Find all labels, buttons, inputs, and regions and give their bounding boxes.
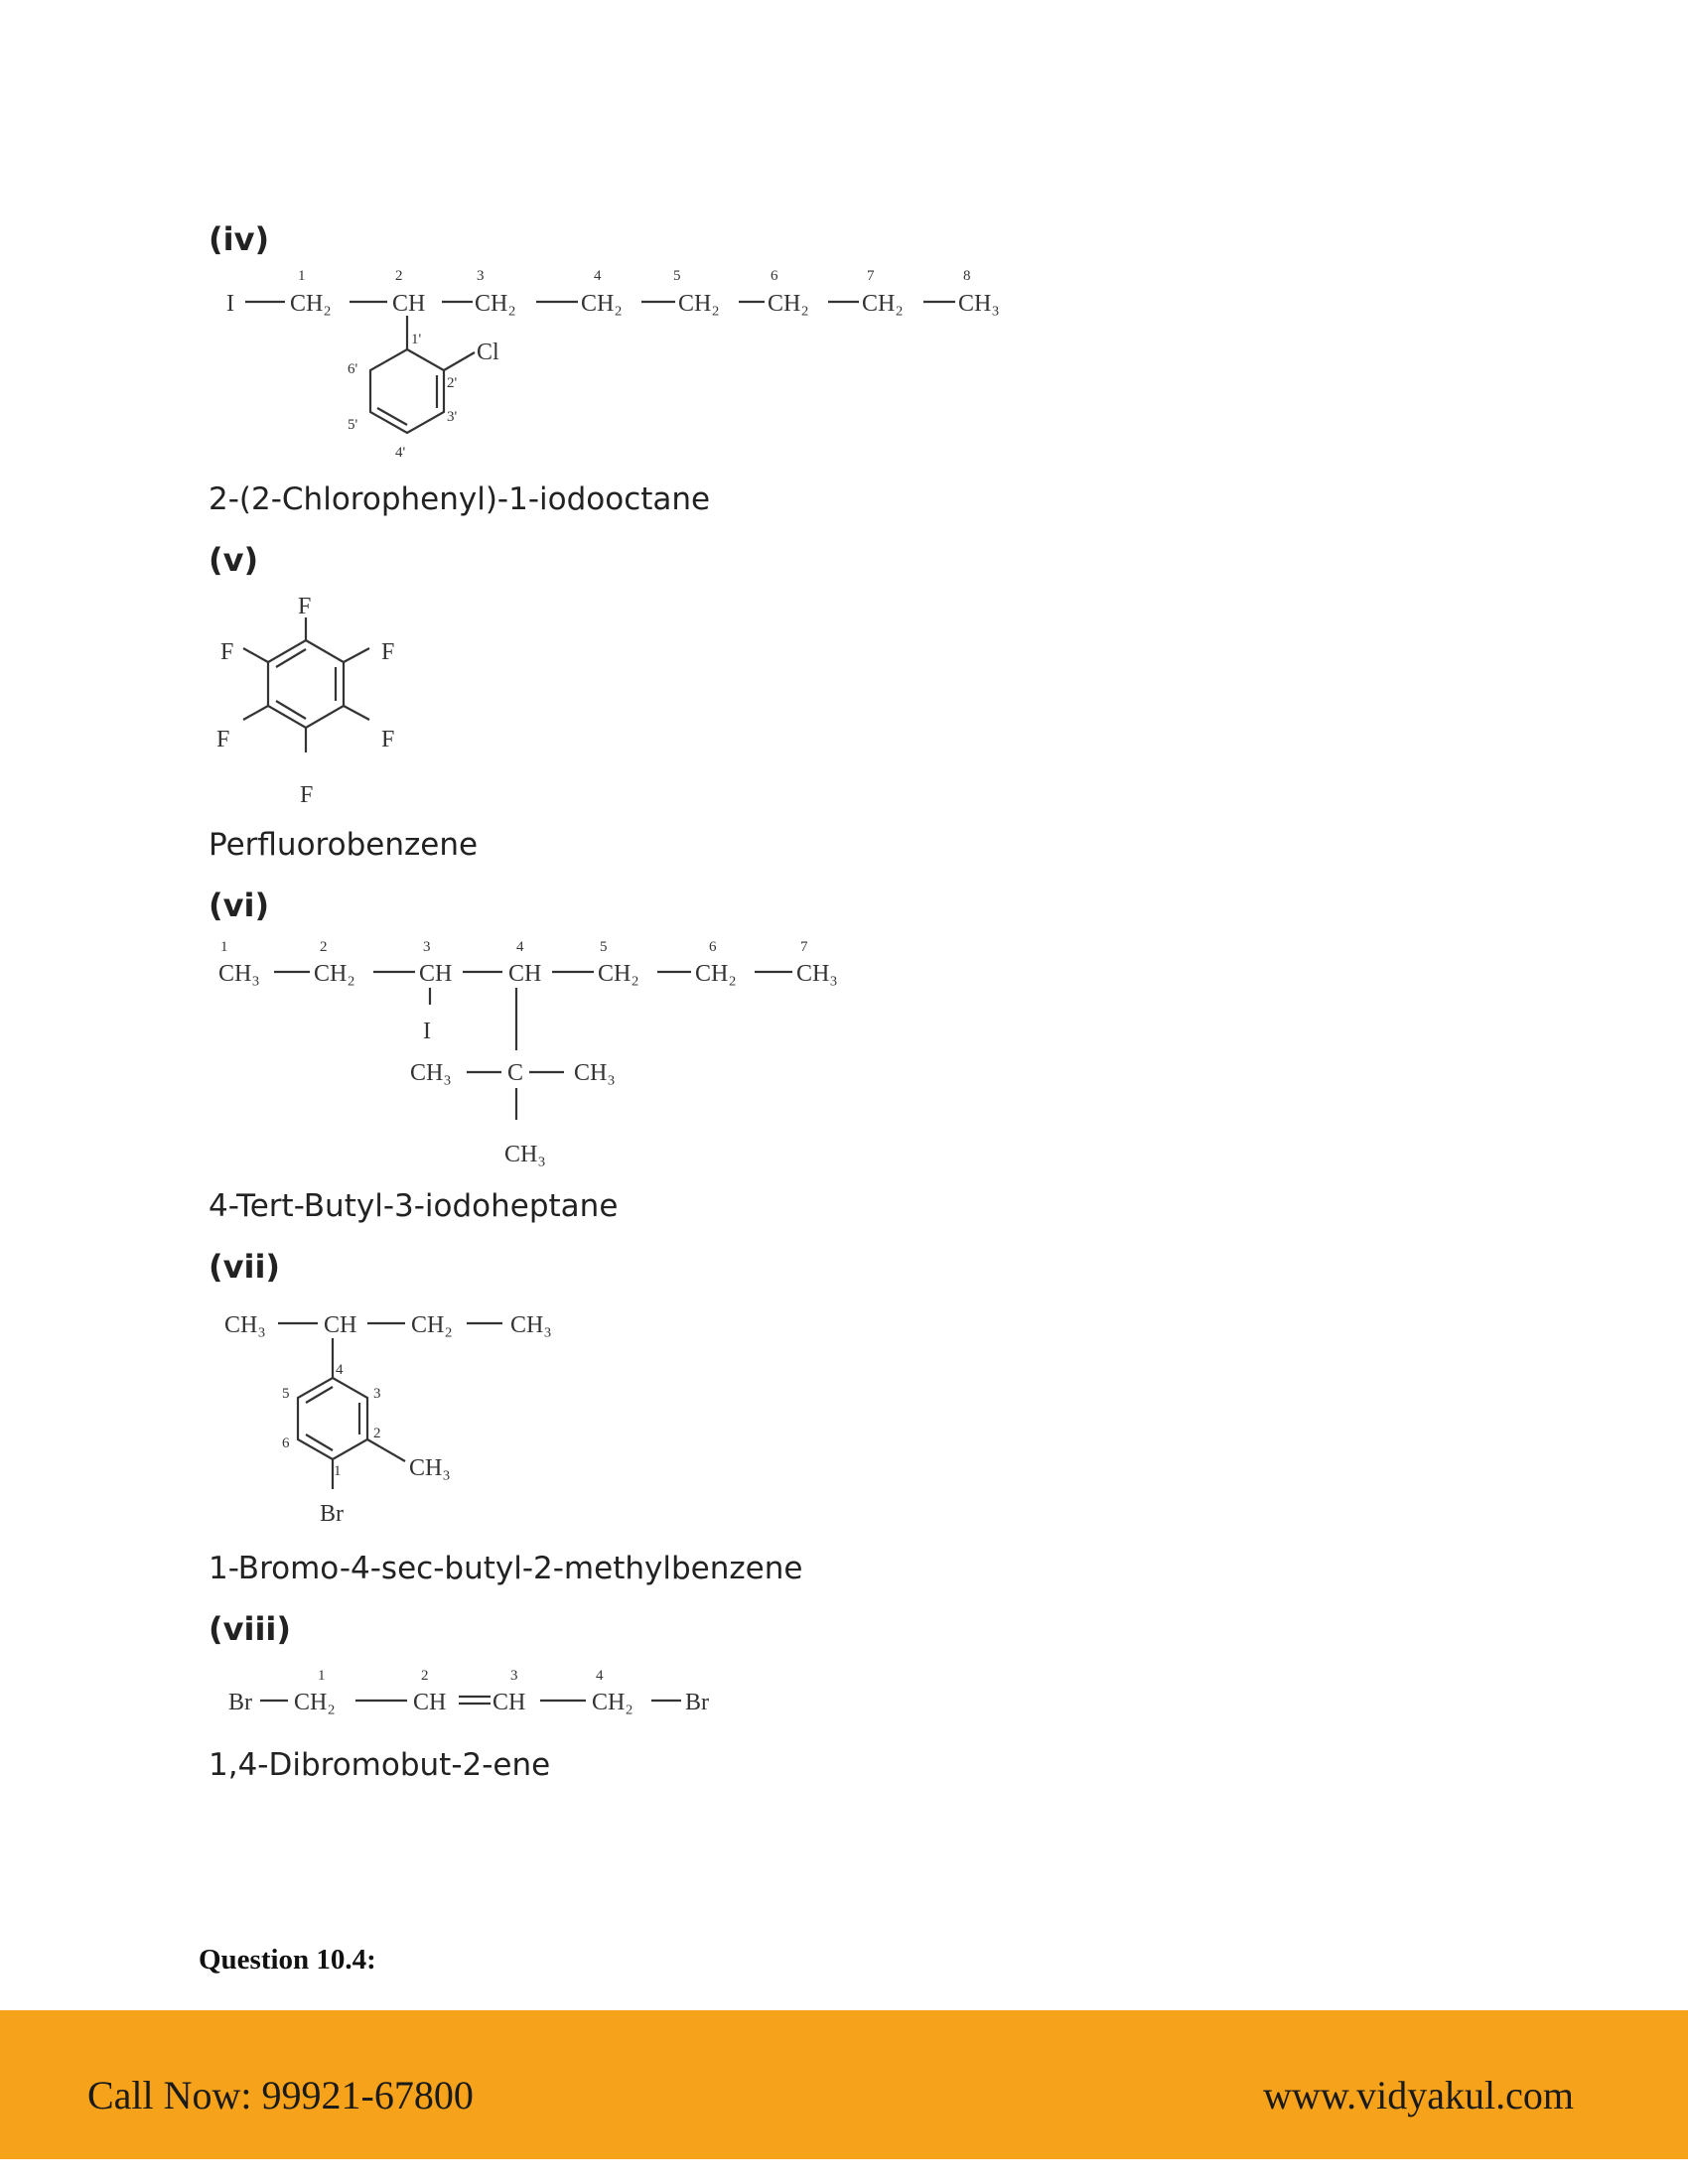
svg-text:4: 4 — [596, 1668, 604, 1684]
chain-atom: I — [226, 291, 234, 317]
locant: 6 — [771, 268, 778, 284]
svg-text:Br: Br — [320, 1501, 344, 1527]
svg-text:1: 1 — [220, 939, 228, 955]
svg-text:CH₃: CH₃ — [510, 1312, 552, 1338]
iodine: I — [423, 1019, 431, 1044]
question-heading: Question 10.4: — [199, 1944, 376, 1976]
section-label: (iv) — [209, 220, 270, 258]
svg-text:CH: CH — [492, 1690, 526, 1715]
svg-text:1: 1 — [334, 1463, 342, 1479]
svg-text:3: 3 — [373, 1386, 381, 1402]
svg-text:6: 6 — [709, 939, 717, 955]
svg-text:3': 3' — [447, 409, 458, 425]
svg-text:C: C — [507, 1060, 524, 1086]
svg-text:5: 5 — [282, 1386, 290, 1402]
svg-text:1': 1' — [411, 332, 422, 347]
chain-atom: CH₂ — [475, 291, 516, 317]
svg-text:CH₃: CH₃ — [796, 961, 838, 987]
svg-text:4: 4 — [336, 1362, 344, 1378]
svg-text:CH₂: CH₂ — [695, 961, 737, 987]
svg-text:7: 7 — [800, 939, 808, 955]
svg-text:CH₂: CH₂ — [598, 961, 639, 987]
fluorine: F — [298, 594, 312, 619]
svg-text:2: 2 — [421, 1668, 429, 1684]
svg-text:2': 2' — [447, 375, 458, 391]
svg-text:5': 5' — [348, 417, 358, 433]
svg-text:1: 1 — [318, 1668, 326, 1684]
section-label: (vii) — [209, 1248, 281, 1286]
svg-text:CH: CH — [324, 1312, 357, 1338]
svg-text:CH₂: CH₂ — [592, 1690, 633, 1715]
svg-text:CH₂: CH₂ — [294, 1690, 336, 1715]
fluorine: F — [220, 639, 234, 665]
svg-text:CH: CH — [508, 961, 542, 987]
fluorine: F — [381, 639, 395, 665]
chlorine: Cl — [477, 340, 499, 365]
svg-text:3: 3 — [510, 1668, 518, 1684]
compound-name: 4-Tert-Butyl-3-iodoheptane — [209, 1188, 619, 1224]
section-label: (v) — [209, 541, 259, 579]
call-now-text[interactable]: Call Now: 99921-67800 — [87, 2073, 474, 2117]
chain-atom: CH₂ — [862, 291, 904, 317]
svg-text:6': 6' — [348, 361, 358, 377]
svg-text:CH₃: CH₃ — [224, 1312, 266, 1338]
locant: 4 — [594, 268, 602, 284]
svg-text:6: 6 — [282, 1435, 290, 1451]
section-label: (viii) — [209, 1610, 292, 1648]
svg-text:CH₃: CH₃ — [574, 1060, 616, 1086]
locant: 3 — [477, 268, 485, 284]
locant: 2 — [395, 268, 403, 284]
section-label: (vi) — [209, 887, 270, 924]
svg-text:CH₃: CH₃ — [409, 1455, 451, 1481]
fluorine: F — [300, 782, 314, 808]
website-link[interactable]: www.vidyakul.com — [1263, 2073, 1574, 2117]
locant: 5 — [673, 268, 681, 284]
svg-text:2: 2 — [373, 1426, 381, 1441]
svg-text:CH₃: CH₃ — [218, 961, 260, 987]
locant: 7 — [867, 268, 875, 284]
svg-text:CH₂: CH₂ — [314, 961, 355, 987]
footer-banner — [0, 2010, 1688, 2159]
chain-atom: CH₂ — [581, 291, 623, 317]
chain-atom: CH₂ — [768, 291, 809, 317]
svg-text:5: 5 — [600, 939, 608, 955]
chain-atom: CH₂ — [290, 291, 332, 317]
locant: 1 — [298, 268, 306, 284]
svg-text:4: 4 — [516, 939, 524, 955]
svg-text:CH₂: CH₂ — [411, 1312, 453, 1338]
svg-text:CH: CH — [419, 961, 453, 987]
svg-text:4': 4' — [395, 445, 406, 461]
fluorine: F — [381, 727, 395, 752]
chain-atom: CH₂ — [678, 291, 720, 317]
compound-name: 1,4-Dibromobut-2-ene — [209, 1747, 551, 1783]
svg-text:2: 2 — [320, 939, 328, 955]
compound-name: 1-Bromo-4-sec-butyl-2-methylbenzene — [209, 1551, 803, 1586]
chain-atom: CH₃ — [958, 291, 1000, 317]
compound-name: 2-(2-Chlorophenyl)-1-iodooctane — [209, 481, 711, 517]
locant: 8 — [963, 268, 971, 284]
fluorine: F — [216, 727, 230, 752]
svg-text:CH₃: CH₃ — [410, 1060, 452, 1086]
chain-atom: CH — [392, 291, 426, 317]
svg-text:Br: Br — [685, 1690, 709, 1715]
svg-text:CH: CH — [413, 1690, 447, 1715]
svg-text:CH₃: CH₃ — [504, 1142, 546, 1167]
svg-text:Br: Br — [228, 1690, 252, 1715]
compound-name: Perfluorobenzene — [209, 827, 479, 863]
svg-text:3: 3 — [423, 939, 431, 955]
